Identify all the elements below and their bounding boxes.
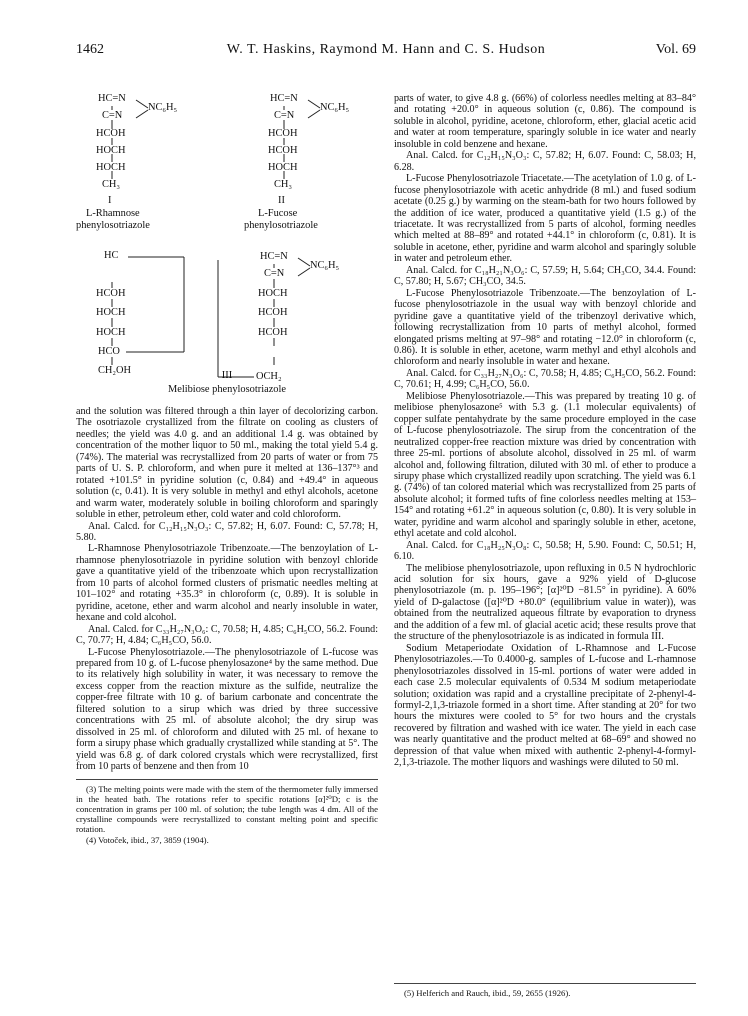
s3-left-c3: HOCH <box>96 307 126 318</box>
s2-c-n: C=N <box>274 110 295 121</box>
s2-hc-n: HC=N <box>270 93 298 104</box>
footnote: (3) The melting points were made with the stem of the thermometer fully immersed in the heated bath. The rotations refer to specific rotations [α]²⁰D; c is the concentration in grams per 100 ml. of solution; the tube length was 4 dm. All of the crystalline compounds were recrystallized to constant melting point and specific rotation. <box>76 783 378 835</box>
right-paragraph: The melibiose phenylosotriazole, upon refluxing in 0.5 N hydrochloric acid solution for six hours, gave a 92% yield of D-glucose phenylosotriazole (m. p. 195–196°; [α]²⁰D −81.5° in pyridine). A 60% yield of D-galactose ([α]²⁰D +80.0° (equilibrium value in water)), was obtained from the neutralized aqueous filtrate by evaporation to dryness and the addition of a few ml. of glacial acetic acid; these results prove that the structure of the phenylosotriazole is as indicated in formula III. <box>394 562 696 643</box>
s2-row2: HCOH <box>268 145 298 156</box>
running-header <box>76 42 696 62</box>
s2-row4: CH₃ <box>274 179 293 190</box>
right-paragraph: Sodium Metaperiodate Oxidation of L-Rhamnose and L-Fucose Phenylosotriazoles.—To 0.4000-g. samples of L-fucose and L-rhamnose phenylosotriazoles dissolved in 15-ml. portions of water were added in each case 2.5 molecular equivalents of 0.534 M sodium metaperiodate solution; oxidation was rapid and a crystalline precipitate of 2-phenyl-4-formyl-2,1,3-triazole formed in a short time. After standing at 20° for two hours the mixtures were cooled to 5° for two hours and the crystals recovered by filtration and washed with ice water. The yield in each case was nearly quantitative and the product melted at 68–69° and showed no depression of that value when mixed with authentic 2-phenyl-4-formyl-2,1,3-triazole. The mother liquors and washings were diluted to 50 ml. <box>394 642 696 769</box>
footnote: (4) Votoček, ibid., 37, 3859 (1904). <box>86 834 209 845</box>
s3-left-c2: HCOH <box>96 288 126 299</box>
structure-figure <box>76 92 378 398</box>
page-number: 1462 <box>76 42 104 57</box>
s1-row1: HCOH <box>96 128 126 139</box>
right-paragraph: Melibiose Phenylosotriazole.—This was prepared by treating 10 g. of melibiose phenylosazone⁵ with 5.3 g. (1.1 molecular equivalents) of copper sulfate pentahydrate by the same procedure employed in the case of L-fucose phenylosotriazole. The sirup from the concentration of the neutralized copper-free reaction mixture was dried by concentration with three 25-ml. portions of absolute alcohol, dissolved in 25 ml. of warm alcohol and, following filtration, diluted with 30 ml. of ether to produce a sirupy phase which crystallized readily upon scratching. The yield was 6.1 g. (74%) of tan colored material which was recrystallized from 25 parts of absolute alcohol; it formed tufts of fine colorless needles melting at 153–154° and rotating +61.2° in aqueous solution (c, 0.80). It is very soluble in water, pyridine and warm alcohol and sparingly soluble in ether, acetone, ethyl acetate and cold alcohol. <box>394 390 696 540</box>
volume-label: Vol. 69 <box>655 42 696 57</box>
s3-right-c-n: C=N <box>264 268 285 279</box>
right-paragraph: Anal. Calcd. for C₁₈H₂₁N₃O₆: C, 57.59; H, 5.64; CH₃CO, 34.4. Found: C, 57.80; H, 5.67; CH₃CO, 34.5. <box>394 264 696 288</box>
right-paragraph: Anal. Calcd. for C₁₈H₂₅N₃O₈: C, 50.58; H, 5.90. Found: C, 50.51; H, 6.10. <box>394 539 696 563</box>
right-footnotes <box>394 983 696 998</box>
s3-left-c6: CH₂OH <box>98 365 132 376</box>
right-column <box>394 93 696 769</box>
running-title: W. T. Haskins, Raymond M. Hann and C. S. Hudson <box>226 42 546 57</box>
s1-hc-n: HC=N <box>98 93 126 104</box>
s3-left-c4: HOCH <box>96 327 126 338</box>
left-column <box>76 92 378 845</box>
s1-row2: HOCH <box>96 145 126 156</box>
s1-nc6h5: NC₆H₅ <box>148 102 178 113</box>
s2-name-line1: L-Fucose <box>258 208 298 219</box>
left-paragraph: L-Fucose Phenylosotriazole.—The phenylosotriazole of L-fucose was prepared from 10 g. of L-fucose phenylosazone⁴ by the same method. Due to its relatively high solubility in water, it was necessary to remove the excess copper from the reaction mixture as the sulfide, neutralize the copper-free filtrate with 10 g. of barium carbonate and concentrate the filtered solution to a sirup which was dried by three successive concentrations with 25 ml. of absolute alcohol; the dry sirup was dissolved in 25 ml. of chloroform and diluted with 25 ml. of hexane to form a sirupy phase which gradually crystallized while standing at 5°. The yield was 6.8 g. of dark colored crystals which were recrystallized, first from 10 parts of benzene and then from 10 <box>76 646 378 773</box>
s1-name-line1: L-Rhamnose <box>86 208 140 219</box>
s3-right-c3: HCOH <box>258 307 288 318</box>
s1-row4: CH₃ <box>102 179 121 190</box>
s3-right-c5: OCH₂ <box>256 371 282 382</box>
s3-right-hc-n: HC=N <box>260 251 288 262</box>
left-paragraph: Anal. Calcd. for C₁₂H₁₅N₃O₃: C, 57.82; H, 6.07. Found: C, 57.78; H, 5.80. <box>76 520 378 543</box>
right-paragraph: parts of water, to give 4.8 g. (66%) of colorless needles melting at 83–84° and rotating +20.0° in aqueous solution (c, 0.86). The compound is soluble in alcohol, pyridine, acetone, chloroform, ether, glacial acetic acid and water at room temperature, sparingly soluble in ice water and nearly insoluble in cold benzene and hexane. <box>394 93 696 150</box>
left-paragraph: Anal. Calcd. for C₃₃H₂₇N₃O₆: C, 70.58; H, 4.85; C₆H₅CO, 56.2. Found: C, 70.77; H, 4.84; C₆H₅CO, 56.0. <box>76 623 378 647</box>
right-paragraph: L-Fucose Phenylosotriazole Tribenzoate.—The benzoylation of L-fucose phenylosotriazole in the usual way with benzoyl chloride and pyridine gave a quantitative yield of the tribenzoyl derivative which, following recrystallization from 10 parts of methyl alcohol, formed elongated prisms melting at 97–98° and rotating −12.0° in chloroform (c, 0.86). It is soluble in ether, acetone, warm methyl and ethyl alcohols and chloroform and nearly insoluble in water and hexane. <box>394 287 696 368</box>
s2-name-line2: phenylosotriazole <box>244 220 318 231</box>
s1-row3: HOCH <box>96 162 126 173</box>
s2-row1: HCOH <box>268 128 298 139</box>
s1-c-n: C=N <box>102 110 123 121</box>
left-footnotes <box>76 779 378 845</box>
s2-numeral: II <box>278 195 285 206</box>
s3-numeral: III <box>221 370 233 381</box>
s3-left-c5: HCO <box>98 346 120 357</box>
s3-name: Melibiose phenylosotriazole <box>167 384 287 395</box>
s3-left-c1: HC <box>104 250 119 261</box>
s3-right-c2: HOCH <box>258 288 288 299</box>
left-paragraph: L-Rhamnose Phenylosotriazole Tribenzoate.—The benzoylation of L-rhamnose phenylosotriazole in pyridine solution with benzoyl chloride gave a quantitative yield of the tribenzoate which upon recrystallization from 10 parts of alcohol formed clusters of prismatic needles melting at 101–102° and rotating +35.3° in chloroform (c, 0.89). It is soluble in pyridine, acetone, ether and warm alcohol and nearly insoluble in water, hexane and cold alcohol. <box>76 543 378 624</box>
s3-right-nc6h5: NC₆H₅ <box>310 260 340 271</box>
right-paragraph: Anal. Calcd. for C₃₃H₂₇N₃O₆: C, 70.58; H, 4.85; C₆H₅CO, 56.2. Found: C, 70.61; H, 4.99; C₆H₅CO, 56.0. <box>394 367 696 391</box>
s2-nc6h5: NC₆H₅ <box>320 102 350 113</box>
s1-numeral: I <box>108 195 112 206</box>
s3-right-c4: HCOH <box>258 327 288 338</box>
footnote: (5) Helferich and Rauch, ibid., 59, 2655 (1926). <box>404 988 571 998</box>
s2-row3: HOCH <box>268 162 298 173</box>
left-paragraph: and the solution was filtered through a thin layer of decolorizing carbon. The osotriazole crystallized from the filtrate on cooling as clusters of needles; the yield was 4.0 g. and an additional 1.4 g. was obtained by concentration of the mother liquor to 50 ml., making the total yield 5.4 g. (74%). The material was recrystallized from 20 parts of water or from 75 parts of U. S. P. chloroform, and when pure it melted at 136–137°³ and rotated +101.5° in pyridine solution (c, 0.84) and +49.4° in aqueous solution (c, 0.41). It is very soluble in methyl and ethyl alcohols, acetone and warm water, moderately soluble in boiling chloroform and sparingly soluble in ether, petroleum ether, cold water and cold chloroform. <box>76 406 378 521</box>
s1-name-line2: phenylosotriazole <box>76 220 150 231</box>
right-paragraph: L-Fucose Phenylosotriazole Triacetate.—The acetylation of 1.0 g. of L-fucose phenylosotriazole with acetic anhydride (8 ml.) and fused sodium acetate (0.25 g.) by warming on the steam-bath for two hours followed by the addition of ice water, produced a quantitative yield (1.5 g.) of the triacetate. It was recrystallized from 5 parts of alcohol, forming needles which melted at 88–89° and rotated +44.1° in chloroform (c, 0.81). It is soluble in acetone, ether, pyridine and warm alcohol and sparingly soluble in water and petroleum ether. <box>394 173 696 265</box>
right-paragraph: Anal. Calcd. for C₁₂H₁₅N₃O₃: C, 57.82; H, 6.07. Found: C, 58.03; H, 6.28. <box>394 150 696 173</box>
